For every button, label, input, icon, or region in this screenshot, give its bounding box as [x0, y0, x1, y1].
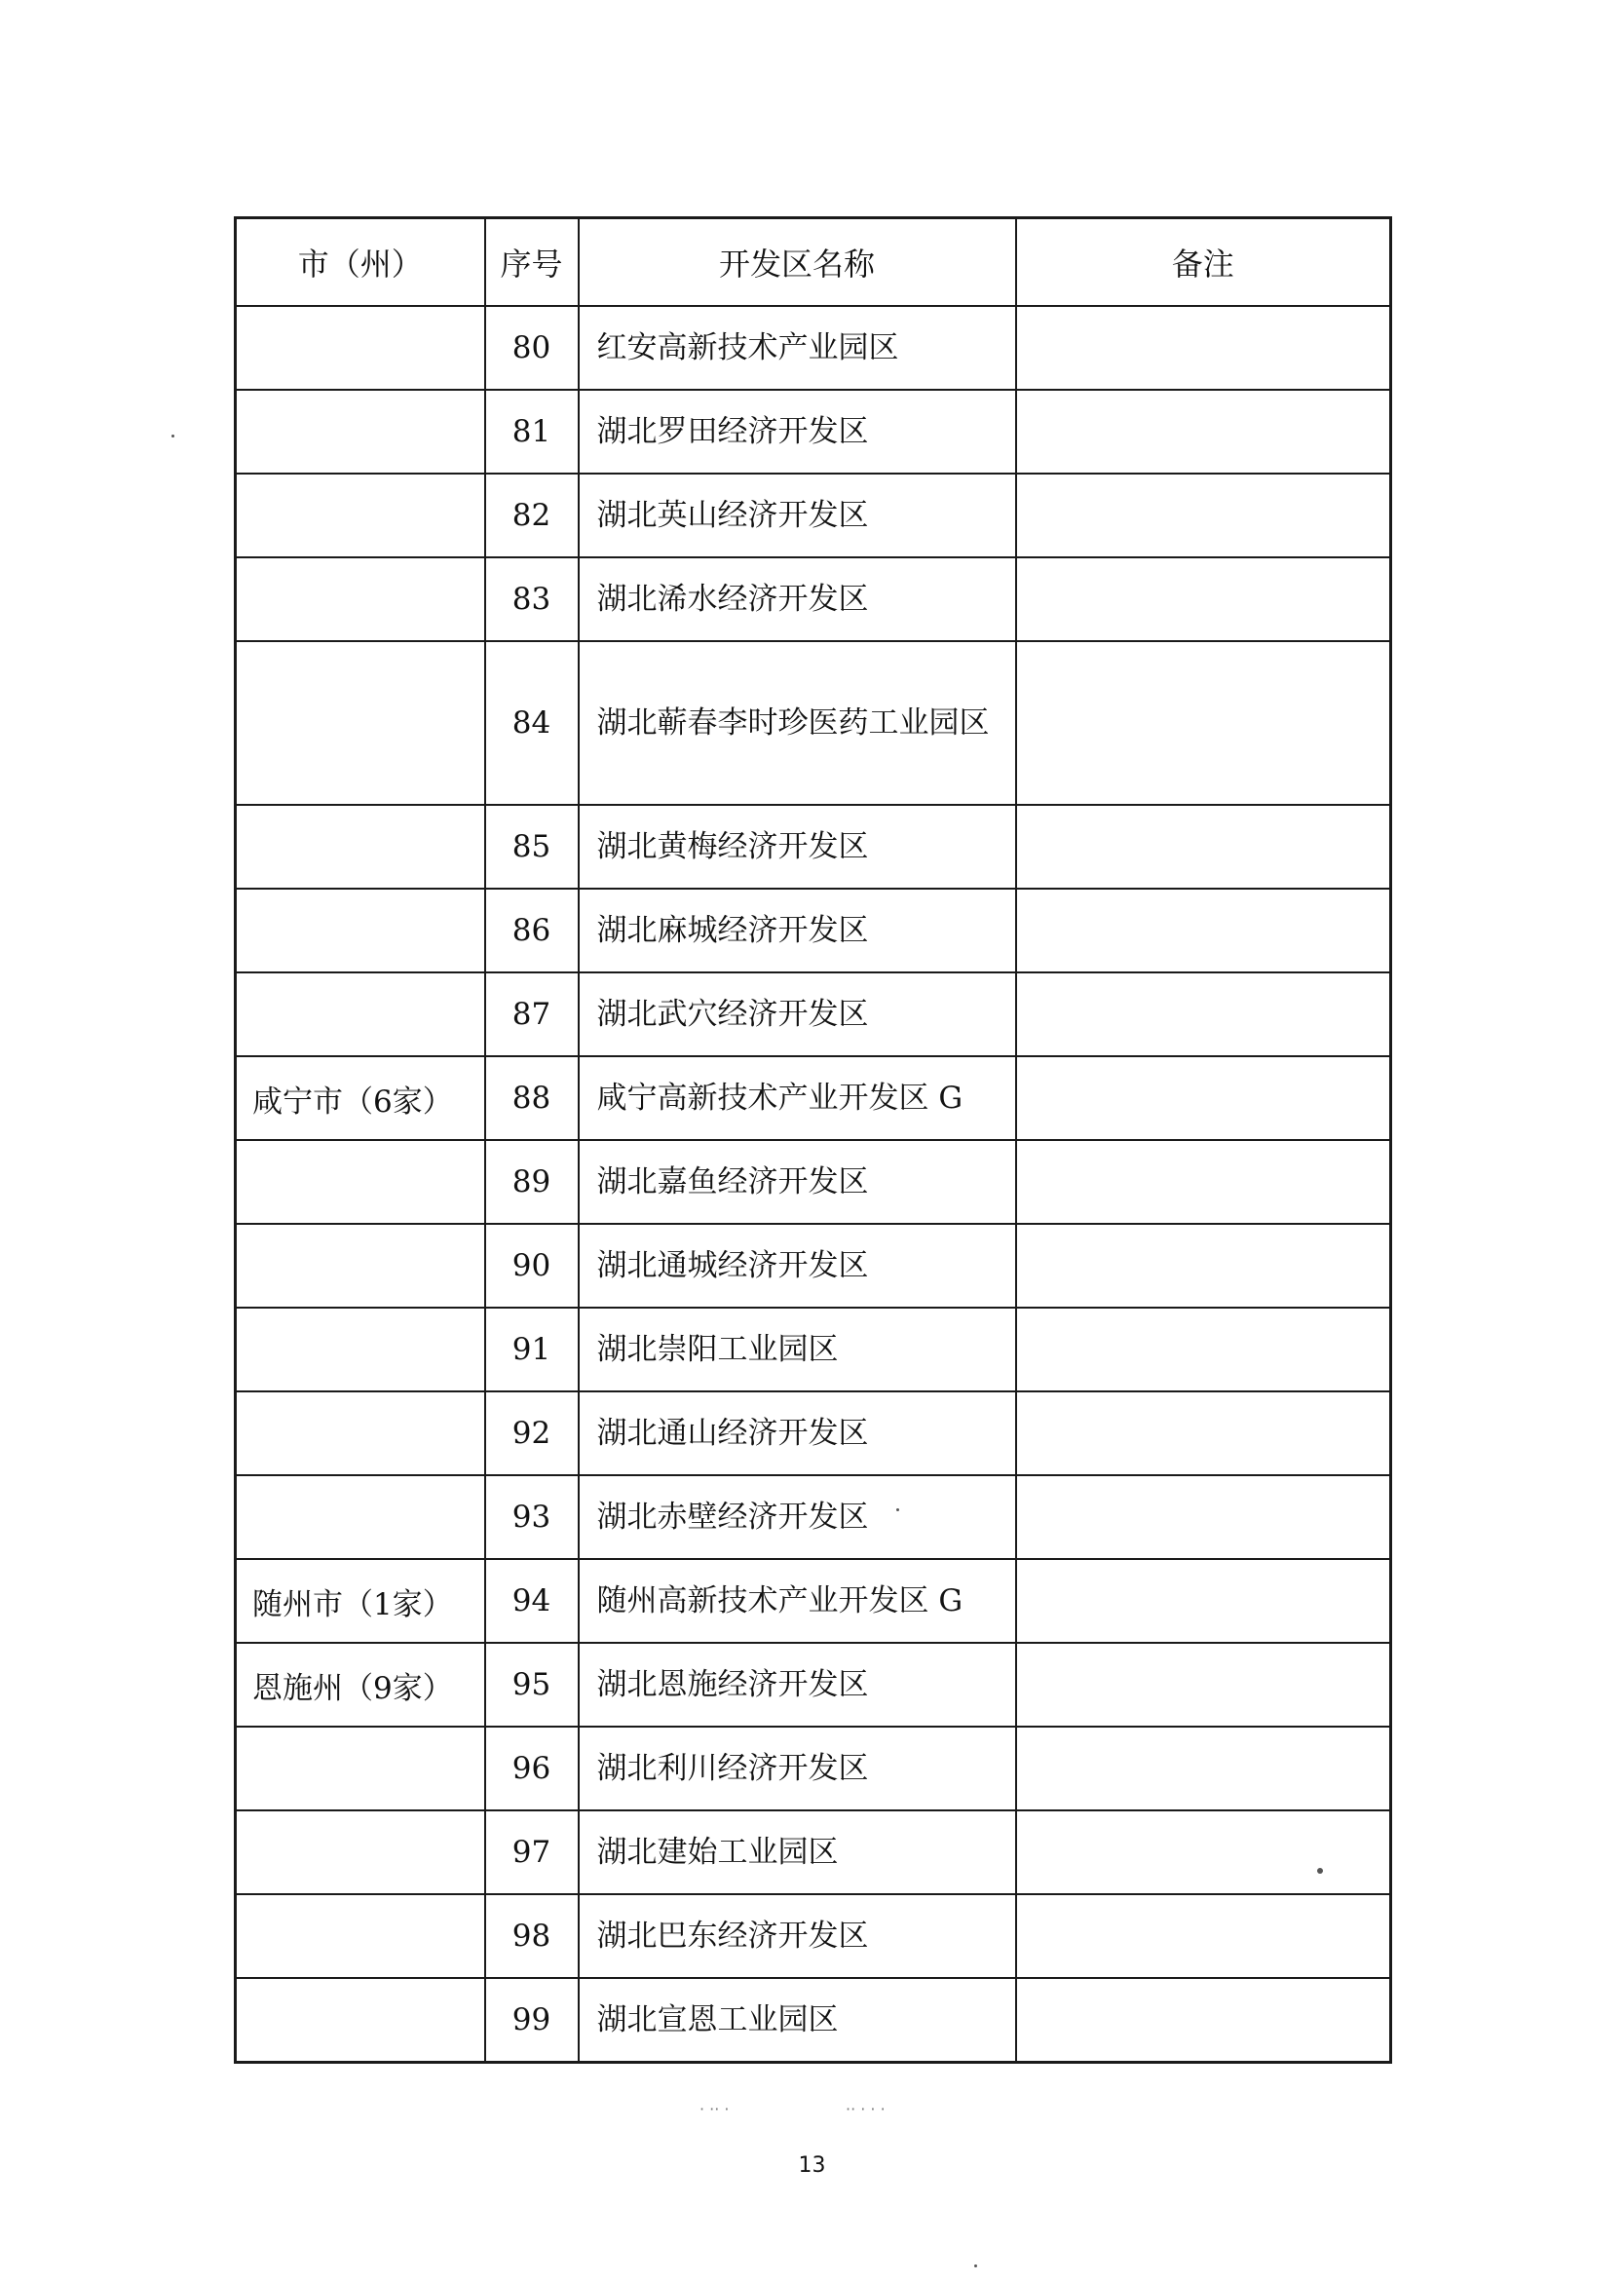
zone-name-cell: 湖北嘉鱼经济开发区: [579, 1140, 1016, 1224]
note-cell: [1016, 1894, 1391, 1978]
note-cell: [1016, 1140, 1391, 1224]
table-row: [236, 889, 1391, 972]
table-body: [236, 306, 1391, 2063]
page-number: 13: [798, 2153, 826, 2178]
zone-name-cell: 湖北武穴经济开发区: [579, 972, 1016, 1056]
number-cell: 80: [485, 306, 579, 390]
number-cell: 93: [485, 1475, 579, 1559]
number-cell: 95: [485, 1643, 579, 1727]
scan-artifact-icon: ·· · · ·: [846, 2100, 886, 2118]
note-cell: [1016, 390, 1391, 474]
header-city: 市（州）: [236, 218, 485, 307]
table-row: [236, 474, 1391, 557]
zone-name-cell: 湖北恩施经济开发区: [579, 1643, 1016, 1727]
note-cell: [1016, 1559, 1391, 1643]
note-cell: [1016, 1727, 1391, 1810]
table-row: [236, 1643, 1391, 1727]
number-cell: 82: [485, 474, 579, 557]
number-cell: 91: [485, 1308, 579, 1391]
zone-name-cell: 湖北罗田经济开发区: [579, 390, 1016, 474]
number-cell: 90: [485, 1224, 579, 1308]
city-cell: 恩施州（9家）: [236, 1643, 485, 1727]
note-cell: [1016, 1978, 1391, 2063]
note-cell: [1016, 889, 1391, 972]
city-cell: 随州市（1家）: [236, 1559, 485, 1643]
scan-speck-icon: [974, 2264, 977, 2267]
city-cell: [236, 390, 485, 474]
scan-speck-icon: [896, 1508, 899, 1511]
zone-name-cell: 湖北崇阳工业园区: [579, 1308, 1016, 1391]
number-cell: 96: [485, 1727, 579, 1810]
city-cell: [236, 1224, 485, 1308]
number-cell: 85: [485, 805, 579, 889]
zone-name-cell: 湖北宣恩工业园区: [579, 1978, 1016, 2063]
number-cell: 88: [485, 1056, 579, 1140]
number-cell: 83: [485, 557, 579, 641]
note-cell: [1016, 306, 1391, 390]
zone-name-cell: 湖北建始工业园区: [579, 1810, 1016, 1894]
header-row: [236, 218, 1391, 307]
note-cell: [1016, 1308, 1391, 1391]
table-row: [236, 1894, 1391, 1978]
table-row: [236, 557, 1391, 641]
city-cell: [236, 1978, 485, 2063]
number-cell: 84: [485, 641, 579, 805]
header-number: 序号: [485, 218, 579, 307]
number-cell: 94: [485, 1559, 579, 1643]
number-cell: 97: [485, 1810, 579, 1894]
city-cell: [236, 889, 485, 972]
table-row: [236, 306, 1391, 390]
zone-name-cell: 湖北英山经济开发区: [579, 474, 1016, 557]
note-cell: [1016, 805, 1391, 889]
scan-artifact-icon: · ·· ·: [699, 2100, 730, 2118]
zone-name-cell: 随州高新技术产业开发区 G: [579, 1559, 1016, 1643]
city-cell: [236, 1810, 485, 1894]
scan-speck-icon: [1317, 1868, 1323, 1874]
city-cell: [236, 1308, 485, 1391]
zone-name-cell: 湖北巴东经济开发区: [579, 1894, 1016, 1978]
table-row: [236, 1224, 1391, 1308]
city-cell: [236, 1894, 485, 1978]
table-row: [236, 972, 1391, 1056]
city-cell: [236, 972, 485, 1056]
table-row: [236, 1475, 1391, 1559]
zone-name-cell: 湖北赤壁经济开发区: [579, 1475, 1016, 1559]
note-cell: [1016, 1391, 1391, 1475]
zone-name-cell: 红安高新技术产业园区: [579, 306, 1016, 390]
table-row: [236, 1056, 1391, 1140]
zone-name-cell: 咸宁高新技术产业开发区 G: [579, 1056, 1016, 1140]
number-cell: 86: [485, 889, 579, 972]
number-cell: 89: [485, 1140, 579, 1224]
table-row: [236, 641, 1391, 805]
note-cell: [1016, 474, 1391, 557]
header-zone-name: 开发区名称: [579, 218, 1016, 307]
zone-name-cell: 湖北麻城经济开发区: [579, 889, 1016, 972]
city-cell: [236, 1391, 485, 1475]
zone-name-cell: 湖北通山经济开发区: [579, 1391, 1016, 1475]
table-row: [236, 1727, 1391, 1810]
note-cell: [1016, 972, 1391, 1056]
note-cell: [1016, 1056, 1391, 1140]
zone-name-cell: 湖北通城经济开发区: [579, 1224, 1016, 1308]
table-row: [236, 1810, 1391, 1894]
city-cell: [236, 1140, 485, 1224]
development-zone-table: [234, 216, 1392, 2064]
table-row: [236, 1978, 1391, 2063]
city-cell: [236, 1475, 485, 1559]
note-cell: [1016, 1475, 1391, 1559]
table-row: [236, 1391, 1391, 1475]
table-row: [236, 1308, 1391, 1391]
note-cell: [1016, 1224, 1391, 1308]
note-cell: [1016, 1810, 1391, 1894]
note-cell: [1016, 557, 1391, 641]
city-cell: [236, 557, 485, 641]
city-cell: [236, 474, 485, 557]
zone-name-cell: 湖北浠水经济开发区: [579, 557, 1016, 641]
zone-name-cell: 湖北蕲春李时珍医药工业园区: [579, 641, 1016, 805]
note-cell: [1016, 641, 1391, 805]
zone-name-cell: 湖北利川经济开发区: [579, 1727, 1016, 1810]
number-cell: 92: [485, 1391, 579, 1475]
header-note: 备注: [1016, 218, 1391, 307]
table-row: [236, 1140, 1391, 1224]
number-cell: 87: [485, 972, 579, 1056]
zone-name-cell: 湖北黄梅经济开发区: [579, 805, 1016, 889]
number-cell: 98: [485, 1894, 579, 1978]
city-cell: [236, 805, 485, 889]
number-cell: 99: [485, 1978, 579, 2063]
table-row: [236, 805, 1391, 889]
table-row: [236, 1559, 1391, 1643]
table-row: [236, 390, 1391, 474]
city-cell: [236, 641, 485, 805]
city-cell: [236, 1727, 485, 1810]
city-cell: [236, 306, 485, 390]
scan-speck-icon: [171, 435, 174, 437]
note-cell: [1016, 1643, 1391, 1727]
city-cell: 咸宁市（6家）: [236, 1056, 485, 1140]
number-cell: 81: [485, 390, 579, 474]
